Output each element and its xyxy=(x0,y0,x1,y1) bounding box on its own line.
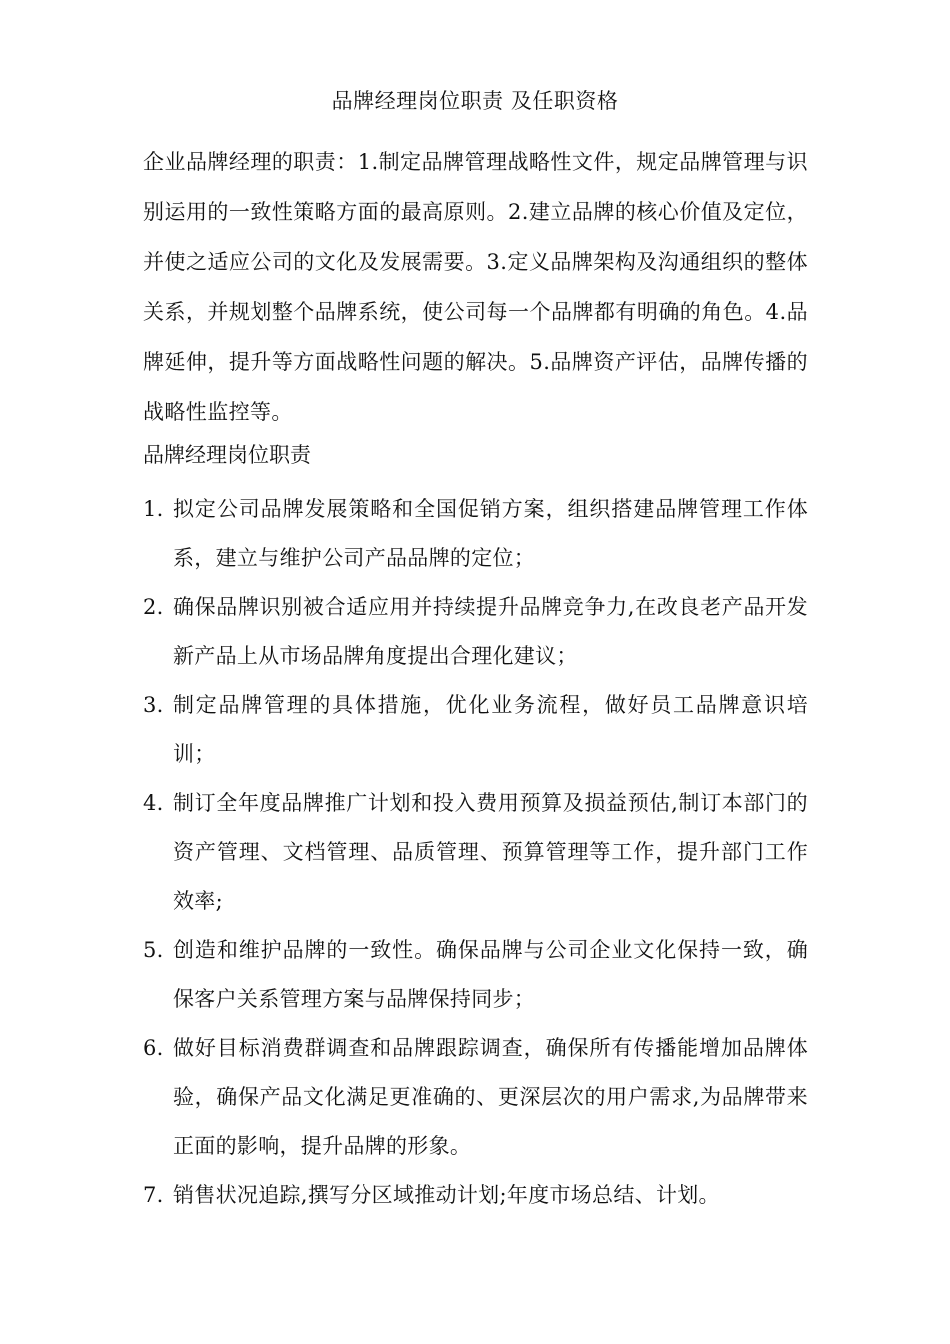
section-heading: 品牌经理岗位职责 xyxy=(143,443,311,467)
duty-item-2 xyxy=(143,583,808,681)
duty-number: 7. xyxy=(143,1183,164,1207)
duty-text: 做好目标消费群调查和品牌跟踪调查，确保所有传播能增加品牌体验，确保产品文化满足更准确的、更深层次的用户需求,为品牌带来正面的影响，提升品牌的形象。 xyxy=(173,1036,808,1158)
intro-paragraph: 企业品牌经理的职责：1.制定品牌管理战略性文件，规定品牌管理与识别运用的一致性策略方面的最高原则。2.建立品牌的核心价值及定位，并使之适应公司的文化及发展需要。3.定义品牌架构及沟通组织的整体关系，并规划整个品牌系统，使公司每一个品牌都有明确的角色。4.品牌延伸，提升等方面战略性问题的解决。5.品牌资产评估，品牌传播的战略性监控等。 xyxy=(143,150,808,424)
duty-item-4 xyxy=(143,779,808,926)
duty-text: 创造和维护品牌的一致性。确保品牌与公司企业文化保持一致，确保客户关系管理方案与品牌保持同步； xyxy=(173,938,808,1011)
duty-number: 5. xyxy=(143,938,164,962)
duty-number: 1. xyxy=(143,497,164,521)
duty-number: 3. xyxy=(143,693,164,717)
duty-text: 制定品牌管理的具体措施，优化业务流程，做好员工品牌意识培训； xyxy=(173,693,808,766)
duty-text: 制订全年度品牌推广计划和投入费用预算及损益预估,制订本部门的资产管理、文档管理、品质管理、预算管理等工作，提升部门工作效率; xyxy=(173,791,808,913)
document-title: 品牌经理岗位职责 及任职资格 xyxy=(331,89,619,113)
duty-text: 确保品牌识别被合适应用并持续提升品牌竞争力,在改良老产品开发新产品上从市场品牌角度提出合理化建议； xyxy=(173,595,808,668)
duty-text: 销售状况追踪,撰写分区域推动计划;年度市场总结、计划。 xyxy=(173,1183,720,1207)
duty-text: 拟定公司品牌发展策略和全国促销方案，组织搭建品牌管理工作体系，建立与维护公司产品品牌的定位； xyxy=(173,497,808,570)
duty-number: 2. xyxy=(143,595,164,619)
duty-number: 4. xyxy=(143,791,164,815)
duties-list xyxy=(143,485,808,1220)
duty-item-1 xyxy=(143,485,808,583)
duty-item-7 xyxy=(143,1171,808,1220)
duty-item-3 xyxy=(143,681,808,779)
duty-item-5 xyxy=(143,926,808,1024)
duty-number: 6. xyxy=(143,1036,164,1060)
duty-item-6 xyxy=(143,1024,808,1171)
